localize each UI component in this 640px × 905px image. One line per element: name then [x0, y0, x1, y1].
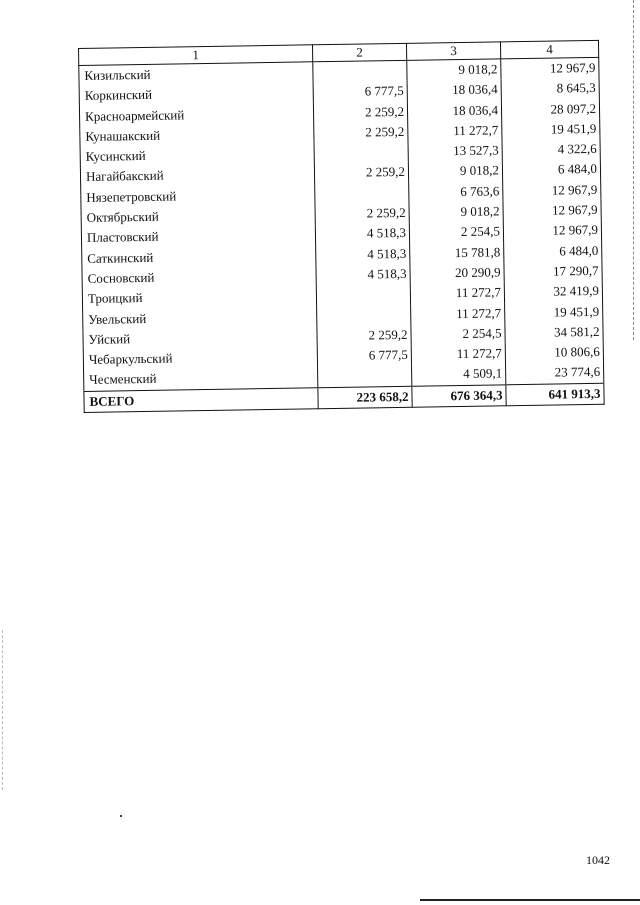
- col-4-value: 19 451,9: [502, 119, 600, 141]
- district-name: Октябрьский: [81, 204, 315, 228]
- total-label: ВСЕГО: [84, 388, 318, 413]
- data-table: [78, 40, 605, 413]
- col-3-value: 2 254,5: [409, 222, 503, 244]
- col-3-value: 18 036,4: [407, 80, 501, 102]
- col-2-value: [314, 142, 408, 164]
- header-cell-1: 1: [79, 45, 313, 66]
- col-4-value: 17 290,7: [504, 261, 602, 283]
- col-3-value: 20 290,9: [410, 262, 504, 284]
- col-4-value: 12 967,9: [503, 180, 601, 202]
- col-3-value: 11 272,7: [411, 343, 505, 365]
- col-2-value: 4 518,3: [315, 223, 409, 245]
- scan-edge-line: [633, 0, 635, 340]
- col-3-value: 2 254,5: [411, 323, 505, 345]
- header-cell-2: 2: [312, 43, 406, 61]
- col-3-value: 9 018,2: [407, 59, 501, 81]
- scan-edge-line-left: [2, 630, 4, 790]
- col-3-value: 18 036,4: [407, 100, 501, 122]
- col-3-value: 6 763,6: [409, 181, 503, 203]
- col-4-value: 12 967,9: [503, 200, 601, 222]
- col-2-value: [315, 183, 409, 205]
- col-2-value: 2 259,2: [313, 101, 407, 123]
- district-name: Чесменский: [84, 367, 318, 391]
- col-4-value: 12 967,9: [501, 57, 599, 79]
- district-name: Троицкий: [82, 286, 316, 310]
- col-3-value: 11 272,7: [411, 303, 505, 325]
- col-4-value: 23 774,6: [506, 362, 604, 384]
- district-name: Кусинский: [80, 143, 314, 167]
- col-4-value: 32 419,9: [504, 281, 602, 303]
- col-2-value: 2 259,2: [314, 122, 408, 144]
- col-2-value: 4 518,3: [316, 243, 410, 265]
- col-4-value: 28 097,2: [501, 98, 599, 120]
- col-2-value: [317, 304, 411, 326]
- district-name: Уйский: [83, 326, 317, 350]
- district-name: Увельский: [83, 306, 317, 330]
- col-3-value: 15 781,8: [410, 242, 504, 264]
- col-2-value: 6 777,5: [313, 81, 407, 103]
- col-3-value: 11 272,7: [410, 283, 504, 305]
- col-2-value: 2 259,2: [315, 203, 409, 225]
- district-name: Коркинский: [79, 83, 313, 107]
- district-name: Пластовский: [81, 225, 315, 249]
- district-name: Кунашакский: [80, 123, 314, 147]
- district-name: Чебаркульский: [83, 346, 317, 370]
- col-4-value: 8 645,3: [501, 78, 599, 100]
- district-name: Сосновский: [82, 265, 316, 289]
- district-name: Кизильский: [79, 62, 313, 86]
- col-4-value: 19 451,9: [505, 301, 603, 323]
- col-2-value: 6 777,5: [317, 345, 411, 367]
- col-4-value: 6 484,0: [502, 159, 600, 181]
- total-col-2: 223 658,2: [318, 386, 412, 409]
- col-3-value: 9 018,2: [409, 201, 503, 223]
- page-number: 1042: [586, 853, 610, 867]
- col-3-value: 11 272,7: [408, 120, 502, 142]
- col-3-value: 4 509,1: [412, 364, 506, 386]
- col-4-value: 4 322,6: [502, 139, 600, 161]
- total-col-3: 676 364,3: [412, 385, 506, 408]
- col-2-value: [318, 365, 412, 387]
- col-4-value: 12 967,9: [503, 220, 601, 242]
- col-2-value: [313, 60, 407, 82]
- header-cell-4: 4: [500, 40, 598, 59]
- col-2-value: 4 518,3: [316, 264, 410, 286]
- total-col-4: 641 913,3: [506, 383, 604, 406]
- district-name: Нагайбакский: [80, 164, 314, 188]
- col-3-value: 9 018,2: [408, 161, 502, 183]
- district-name: Красноармейский: [79, 103, 313, 127]
- col-2-value: 2 259,2: [314, 162, 408, 184]
- col-4-value: 6 484,0: [504, 240, 602, 262]
- district-name: Саткинский: [82, 245, 316, 269]
- col-2-value: [316, 284, 410, 306]
- col-4-value: 10 806,6: [505, 342, 603, 364]
- data-table-wrap: [78, 40, 604, 413]
- col-4-value: 34 581,2: [505, 322, 603, 344]
- scan-speck: [120, 815, 122, 817]
- scan-bottom-line: [420, 899, 640, 901]
- header-cell-3: 3: [406, 42, 500, 60]
- col-2-value: 2 259,2: [317, 325, 411, 347]
- district-name: Нязепетровский: [81, 184, 315, 208]
- col-3-value: 13 527,3: [408, 141, 502, 163]
